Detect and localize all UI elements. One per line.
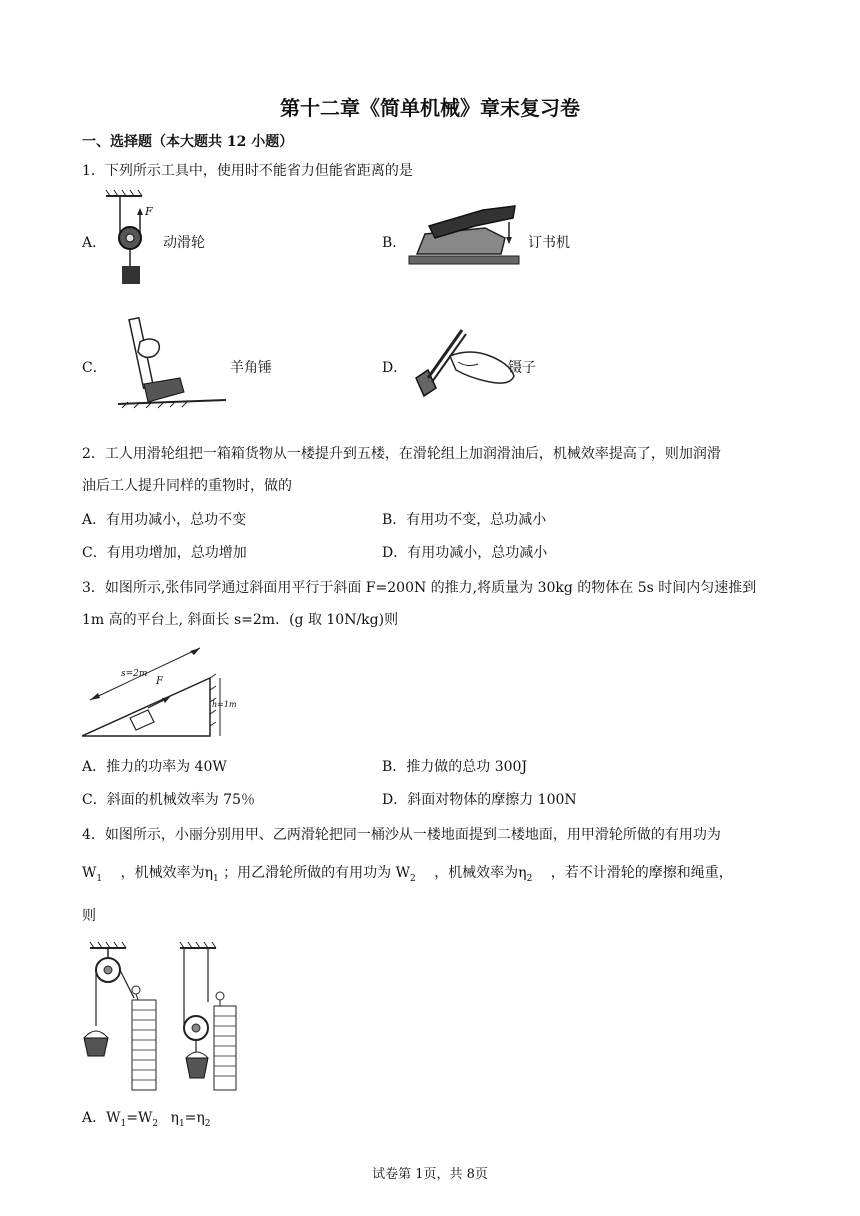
movable-pulley-figure (104, 190, 164, 290)
q3-line-2: 1m 高的平台上, 斜面长 s=2m．(g 取 10N/kg)则 (82, 612, 399, 628)
incline-length-label: s=2m (121, 669, 148, 679)
incline-figure (82, 640, 242, 740)
q2-line-2: 油后工人提升同样的重物时，做的 (82, 478, 292, 494)
q4-a-sub4: 2 (204, 1118, 211, 1129)
q4-w2-sub: 2 (410, 873, 416, 884)
q3-option-b: B．推力做的总功 300J (382, 759, 528, 775)
q2-option-b: B．有用功不变，总功减小 (382, 512, 547, 528)
page-footer: 试卷第 1页，共 8页 (372, 1167, 488, 1182)
q1-force-label: F (145, 205, 153, 218)
q4-eta1-sub: 1 (212, 873, 219, 884)
q2-option-a: A．有用功减小，总功不变 (82, 512, 247, 528)
q4-a-prefix: A．W (82, 1110, 121, 1126)
q4-text-4: ，若不计滑轮的摩擦和绳重， (550, 865, 733, 881)
q3-line-1: 3．如图所示,张伟同学通过斜面用平行于斜面 F=200N 的推力,将质量为 30kg 的物体在 5s 时间内匀速推到 (82, 580, 757, 596)
q2-option-c: C．有用功增加，总功增加 (82, 545, 247, 561)
incline-height-label: h=1m (212, 700, 237, 709)
q4-text-1: ，机械效率为η (120, 865, 213, 881)
pulley-comparison-figure (80, 942, 250, 1092)
q4-line-3: 则 (82, 908, 96, 924)
q1-stem: 1．下列所示工具中，使用时不能省力但能省距离的是 (82, 163, 413, 179)
q4-text-2: ；用乙滑轮所做的有用功为 W (223, 865, 410, 881)
q2-option-d: D．有用功减小，总功减小 (382, 545, 548, 561)
q4-option-a (82, 1107, 211, 1129)
q2-line-1: 2．工人用滑轮组把一箱箱货物从一楼提升到五楼，在滑轮组上加润滑油后，机械效率提高了，则加润滑 (82, 446, 721, 462)
page-title: 第十二章《简单机械》章末复习卷 (280, 96, 580, 120)
q1-option-c-label: 羊角锤 (230, 360, 272, 376)
q1-option-b-label: 订书机 (528, 235, 570, 251)
claw-hammer-figure (118, 312, 228, 412)
q4-text-3: ，机械效率为η (434, 865, 527, 881)
q3-option-a: A．推力的功率为 40W (82, 759, 227, 775)
q4-line-2 (82, 862, 733, 884)
q1-option-a-label: 动滑轮 (163, 235, 205, 251)
q4-a-sub2: 2 (152, 1118, 159, 1129)
q1-option-c-letter: C． (82, 360, 107, 376)
q4-a-eq: =η (184, 1110, 205, 1126)
q4-a-eta: η (170, 1110, 179, 1126)
stapler-figure (405, 196, 525, 270)
q1-option-a-letter: A． (82, 235, 107, 251)
q4-w1: W (82, 865, 97, 881)
q4-a-sub3: 1 (178, 1118, 185, 1129)
q4-w1-sub: 1 (96, 873, 103, 884)
q4-line-1: 4．如图所示，小丽分别用甲、乙两滑轮把同一桶沙从一楼地面提到二楼地面，用甲滑轮所做的有用功为 (82, 827, 721, 843)
incline-force-label: F (156, 676, 163, 687)
q1-option-d-letter: D． (382, 360, 408, 376)
tweezers-figure (410, 322, 520, 402)
q4-a-mid: =W (126, 1110, 153, 1126)
q4-eta2-sub: 2 (526, 873, 533, 884)
q3-option-d: D．斜面对物体的摩擦力 100N (382, 792, 577, 808)
q1-option-b-letter: B． (382, 235, 407, 251)
q1-option-d-label: 镊子 (508, 360, 536, 376)
q3-option-c: C．斜面的机械效率为 75％ (82, 792, 255, 808)
q4-a-sub1: 1 (120, 1118, 127, 1129)
section-heading: 一、选择题（本大题共 12 小题） (82, 134, 294, 150)
